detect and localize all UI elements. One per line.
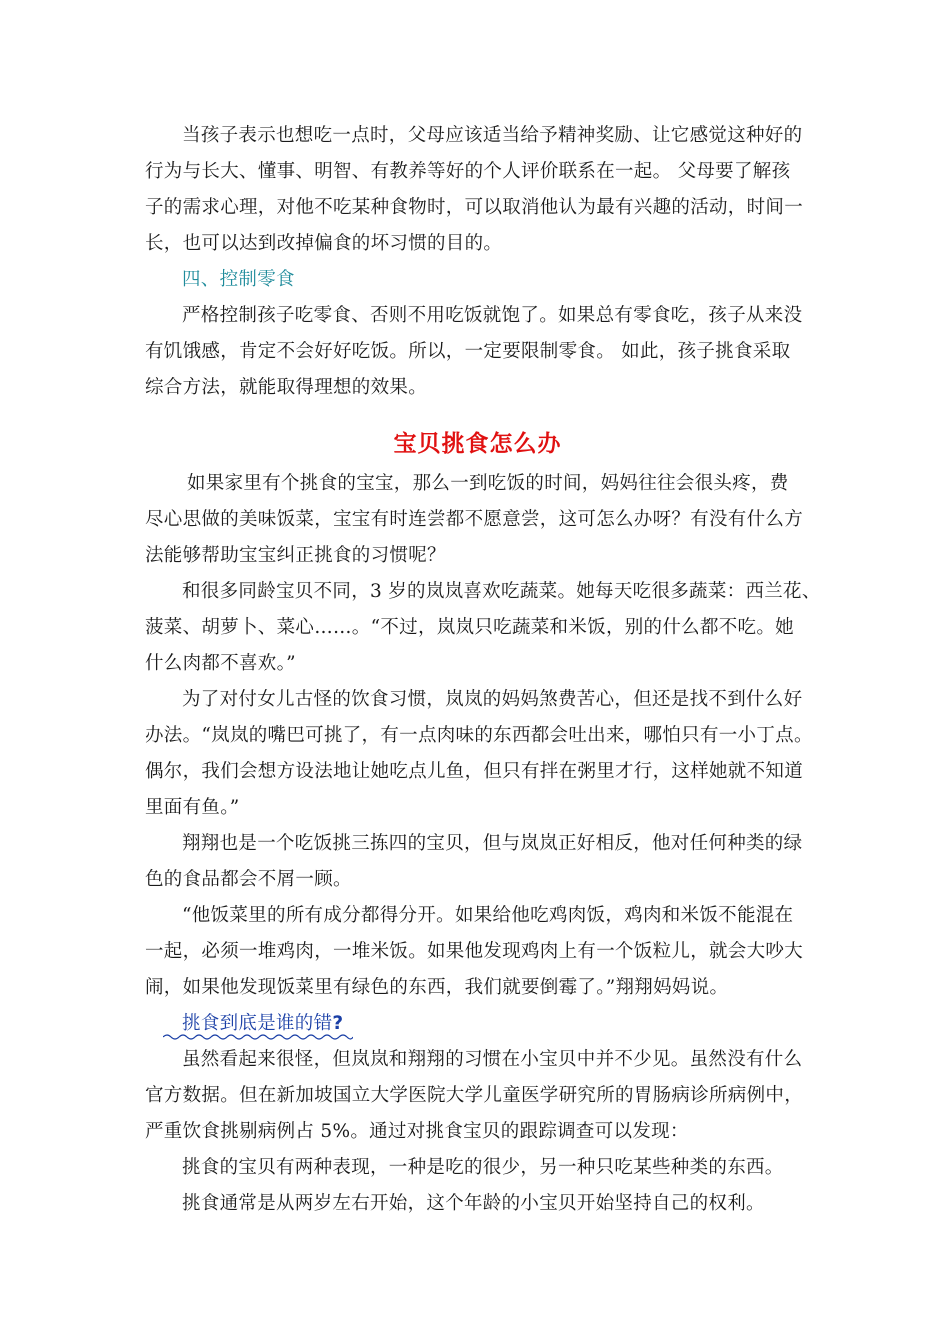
text-line: 综合方法，就能取得理想的效果。 — [145, 377, 428, 398]
subheading-text: 挑食到底是谁的错 — [182, 1013, 333, 1034]
paragraph-snacks — [145, 298, 810, 406]
text-line: 当孩子表示也想吃一点时，父母应该适当给予精神奖励、让它感觉这种好的 — [182, 125, 803, 146]
section-heading-snacks: 四、控制零食 — [182, 269, 295, 290]
document-page — [145, 118, 821, 1222]
subheading-question-mark: ? — [332, 1013, 344, 1034]
subheading-whose-fault — [145, 1006, 810, 1042]
paragraph-reward — [145, 118, 810, 262]
text-line: 闹，如果他发现饭菜里有绿色的东西，我们就要倒霉了。”翔翔妈妈说。 — [145, 977, 729, 998]
text-line: 和很多同龄宝贝不同，3 岁的岚岚喜欢吃蔬菜。她每天吃很多蔬菜：西兰花、 — [182, 581, 821, 602]
text-line: 子的需求心理，对他不吃某种食物时，可以取消他认为最有兴趣的活动，时间一 — [145, 197, 804, 218]
text-line: 一起，必须一堆鸡肉，一堆米饭。如果他发现鸡肉上有一个饭粒儿，就会大吵大 — [145, 941, 804, 962]
article-title: 宝贝挑食怎么办 — [393, 431, 562, 457]
text-line: 偶尔，我们会想方设法地让她吃点儿鱼，但只有拌在粥里才行，这样她就不知道 — [145, 761, 804, 782]
text-line: 长，也可以达到改掉偏食的坏习惯的目的。 — [145, 233, 503, 254]
paragraph-intro — [145, 466, 810, 574]
paragraph-xiangxiang-quote — [145, 898, 810, 1006]
paragraph-lanlan-mother — [145, 682, 813, 826]
text-line: 什么肉都不喜欢。” — [145, 653, 296, 674]
text-line: 办法。“岚岚的嘴巴可挑了，有一点肉味的东西都会吐出来，哪怕只有一小丁点。 — [145, 725, 813, 746]
text-line: 虽然看起来很怪，但岚岚和翔翔的习惯在小宝贝中并不少见。虽然没有什么 — [182, 1049, 803, 1070]
text-line: 官方数据。但在新加坡国立大学医院大学儿童医学研究所的胃肠病诊所病例中， — [145, 1085, 804, 1106]
text-line: 法能够帮助宝宝纠正挑食的习惯呢？ — [145, 545, 446, 566]
text-line: 挑食通常是从两岁左右开始，这个年龄的小宝贝开始坚持自己的权利。 — [182, 1193, 765, 1214]
text-line: 里面有鱼。” — [145, 797, 240, 818]
paragraph-lanlan-vegetables — [145, 574, 821, 682]
text-line: 行为与长大、懂事、明智、有教养等好的个人评价联系在一起。 父母要了解孩 — [145, 161, 791, 182]
text-line: 菠菜、胡萝卜、菜心……。“不过，岚岚只吃蔬菜和米饭，别的什么都不吃。她 — [145, 617, 794, 638]
text-line: 有饥饿感，肯定不会好好吃饭。所以，一定要限制零食。 如此，孩子挑食采取 — [145, 341, 791, 362]
paragraph-xiangxiang — [145, 826, 810, 898]
paragraph-onset-age — [145, 1186, 810, 1222]
paragraph-statistics — [145, 1042, 810, 1150]
paragraph-two-types — [145, 1150, 810, 1186]
text-line: 如果家里有个挑食的宝宝，那么一到吃饭的时间，妈妈往往会很头疼，费 — [187, 473, 789, 494]
text-line: 翔翔也是一个吃饭挑三拣四的宝贝，但与岚岚正好相反，他对任何种类的绿 — [182, 833, 803, 854]
text-line: “他饭菜里的所有成分都得分开。如果给他吃鸡肉饭，鸡肉和米饭不能混在 — [182, 905, 794, 926]
text-line: 为了对付女儿古怪的饮食习惯，岚岚的妈妈煞费苦心，但还是找不到什么好 — [182, 689, 803, 710]
text-line: 严格控制孩子吃零食、否则不用吃饭就饱了。如果总有零食吃，孩子从来没 — [182, 305, 803, 326]
text-line: 严重饮食挑剔病例占 5%。通过对挑食宝贝的跟踪调查可以发现： — [145, 1121, 689, 1142]
text-line: 色的食品都会不屑一顾。 — [145, 869, 352, 890]
text-line: 尽心思做的美味饭菜，宝宝有时连尝都不愿意尝，这可怎么办呀？有没有什么方 — [145, 509, 804, 530]
text-line: 挑食的宝贝有两种表现，一种是吃的很少，另一种只吃某些种类的东西。 — [182, 1157, 784, 1178]
